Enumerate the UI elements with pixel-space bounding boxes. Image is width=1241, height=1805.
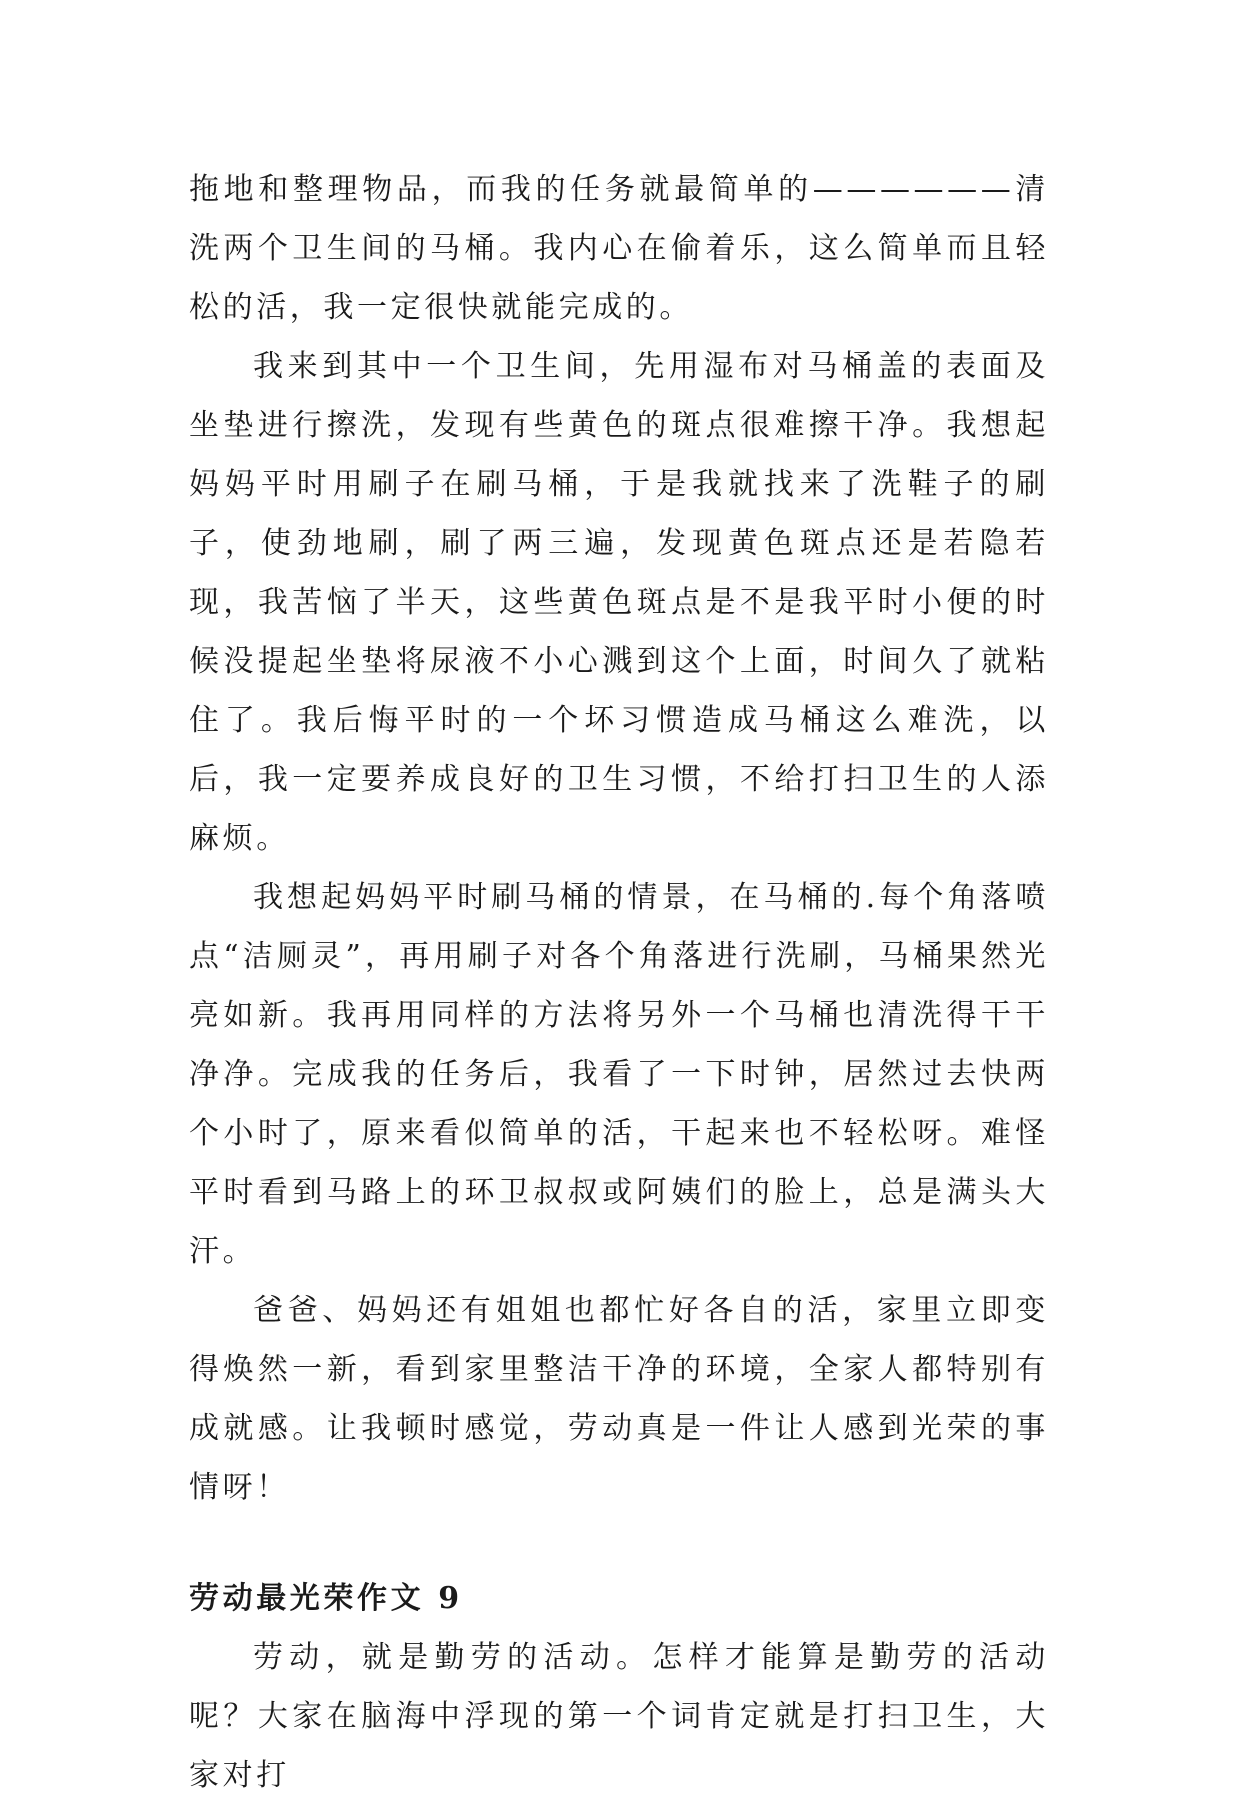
paragraph-essay-9-intro: 劳动，就是勤劳的活动。怎样才能算是勤劳的活动呢？大家在脑海中浮现的第一个词肯定就是打扫卫生，大家对打 (189, 1640, 1049, 1793)
paragraph-mother-method: 我想起妈妈平时刷马桶的情景，在马桶的.每个角落喷点“洁厕灵”，再用刷子对各个角落进行洗刷，马桶果然光亮如新。我再用同样的方法将另外一个马桶也清洗得干干净净。完成我的任务后，我看了一下时钟，居然过去快两个小时了，原来看似简单的活，干起来也不轻松呀。难怪平时看到马路上的环卫叔叔或阿姨们的脸上，总是满头大汗。 (189, 880, 1049, 1269)
section-heading: 劳动最光荣作文 9 (189, 1581, 463, 1616)
paragraph-family-result: 爸爸、妈妈还有姐姐也都忙好各自的活，家里立即变得焕然一新，看到家里整洁干净的环境，全家人都特别有成就感。让我顿时感觉，劳动真是一件让人感到光荣的事情呀！ (189, 1293, 1049, 1505)
paragraph-continuation: 拖地和整理物品，而我的任务就最简单的——————清洗两个卫生间的马桶。我内心在偷着乐，这么简单而且轻松的活，我一定很快就能完成的。 (189, 172, 1049, 325)
document-body (189, 160, 1049, 1805)
paragraph-cleaning-toilet: 我来到其中一个卫生间，先用湿布对马桶盖的表面及坐垫进行擦洗，发现有些黄色的斑点很难擦干净。我想起妈妈平时用刷子在刷马桶，于是我就找来了洗鞋子的刷子，使劲地刷，刷了两三遍，发现黄色斑点还是若隐若现，我苦恼了半天，这些黄色斑点是不是我平时小便的时候没提起坐垫将尿液不小心溅到这个上面，时间久了就粘住了。我后悔平时的一个坏习惯造成马桶这么难洗，以后，我一定要养成良好的卫生习惯，不给打扫卫生的人添麻烦。 (189, 349, 1049, 856)
